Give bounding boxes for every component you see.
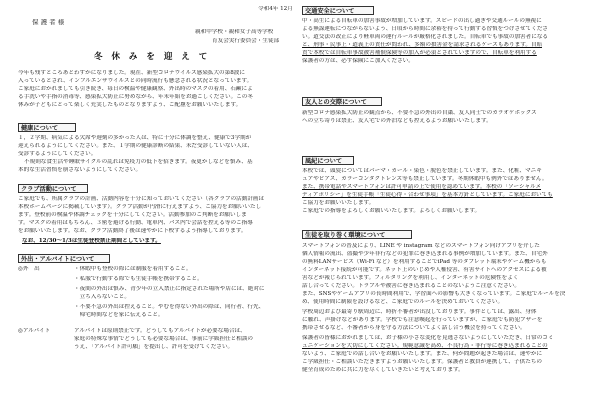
traffic-heading: 交通安全について [302, 6, 374, 15]
club-line: す。マスクの着用はもちろん、３密を避ける行動、電車内、バス内で会話を控える等のご指導 [18, 220, 253, 226]
parttime-line: アルバイトは原則禁止です。どうしてもアルバイトが必要な場合は、 [74, 328, 246, 334]
intro-line: る手洗いや手指の消毒等、感染拡大防止に努めながら、年末年始をお過ごしください。この冬 [18, 94, 253, 100]
discipline-heading: 風紀について [302, 156, 354, 165]
recipient: 保 護 者 様 [32, 19, 65, 26]
parttime-line: うえ、「アルバイト許可願」を提出し、許可を受けてください。 [74, 344, 234, 350]
internet-line: また、SNSやゲームアプリの長時間利用で、学習面への影響も大きくなっています。ご家庭でルールを決 [302, 291, 566, 297]
internet-line: め、使用時間に制限を設けるなど、ご家庭でのルールを決めておいてください。 [302, 299, 504, 305]
health-line: 受診するようにしてください。 [18, 151, 97, 157]
internet-line: 健全育成のために共に力を尽くしていきたいと考えております。 [302, 367, 464, 373]
internet-heading: 生徒を取り巻く環境について [302, 230, 412, 239]
internet-line: 個人情報の流出、盗撮や少年非行などの犯罪に巻き込まれる事例が増加しています。また、自宅外 [302, 251, 548, 257]
intro-line: 今年も残すところあとわずかになりました。現在、新型コロナウイルス感染拡大の第8波に [18, 70, 245, 76]
internet-line: 害などが報じられています。フィルタリングを利用し、インターネットの危険性をよく [302, 275, 519, 281]
internet-line: 保護者の皆様におかれましては、お子様の小さな変化を見逃さないようにしていただき、日常のコミ [302, 335, 554, 341]
internet-line: 携帯させるなど、不審者から身を守る方法についてよく話し合う機会を持ってください。 [302, 325, 526, 331]
internet-line: ないよう、ご家庭での話し合いをお願いいたします。また、何か問題が起きた場合は、速やかに [302, 351, 543, 357]
traffic-line: と、刑事・民事上・道義上の責任が問われ、多額の損害金を請求されるケースもあります。自賠 [302, 42, 543, 48]
page-title: 冬 休 み を 迎 え て [94, 52, 211, 62]
internet-line: インターネット接続が可能です。ネット上のいじめや人権侵害、有害サイトへのアクセスによる被 [302, 267, 547, 273]
traffic-line: 保護者の方は、必ず保険にご加入ください。 [302, 58, 414, 64]
sender-committee: 育友会実行委員会・生徒部 [212, 38, 280, 44]
health-line: 不規則な食生活や睡眠サイクルの乱れは免疫力の低下を招きます。夜更かしなどを慎み、基 [24, 159, 253, 165]
health-heading: 健康について [18, 123, 76, 132]
traffic-line: よる無謀運転につながらないよう、日頃から時間に余裕を持って行動する習慣をつけさせてくださ [302, 26, 549, 32]
intro-line: 休みが子どもにとって楽しく充実したものとなりますよう、ご配慮をお願いいたします。 [18, 102, 242, 108]
outing-label: ◎外 出 [18, 266, 40, 272]
internet-line: に触れ、声掛けなどがあります。学校でも注意喚起を行っていますが、ご家庭でも防犯ブザーを [302, 317, 543, 323]
club-heading: クラブ活動について [18, 184, 88, 193]
club-line: ます。登校前の検温や体調チェックを十分にしてください。活動参加のご判断をお願いしま [18, 212, 247, 218]
internet-line: ご学級担任・ご相談いただきますようお願いいたします。保護者と教員が連携して、子供たちの [302, 359, 542, 365]
outing-item: 帰宅時間などを家に伝えること。 [74, 312, 164, 318]
friends-line: 新型コロナ感染拡大防止の観点から、不要不急の外出の自粛、友人同士でのカラオケボックス [302, 110, 537, 116]
discipline-line: ご協力をお願いいたします。 [302, 200, 375, 206]
intro-line: 入っているとされ、インフルエンザウイルスとの同時流行も懸念される状況となっています。 [18, 78, 253, 84]
sender-school: 親和中学校・親和女子高等学校 [195, 29, 274, 35]
discipline-line: 本校では、頭髪についてはパーマ・カール・染色・脱色を禁止しています。また、化粧、マニキ [302, 168, 542, 174]
internet-line: 学校周辺および最寄り駅周辺に、時折不審者が出没しております。事件としては、露出、身体 [302, 309, 537, 315]
outing-heading: 外出・アルバイトについて [18, 254, 110, 263]
discipline-line: ご家庭での指導をよろしくお願いいたします。よろしくお願いします。 [302, 208, 481, 214]
outing-item: ・不要不急の外出は控えること。やむを得ない外出の際は、同行者、行先、 [74, 304, 265, 310]
health-line: 迎えられるようにしてください。また、１学期の健康診断の結果、未だ受診していない人は、 [18, 143, 253, 149]
traffic-line: 責で本校では自転車事故被害補償保険等の加入が必須とされていますので、自転車を利用する [302, 50, 537, 56]
club-line: 本校ホームページに掲載しています）。クラブ活動が円滑に行えますよう、ご協力をお願いいたし [18, 204, 262, 210]
friends-line: への立ち寄りは禁止、友人宅での外泊なども控えるようお願いいたします。 [302, 118, 492, 124]
issue-date: 令和4年 12月 [258, 6, 293, 12]
discipline-line: ディアポリシー」を生徒手帳「生徒心得・合わせ事項」を基本方針としています。ご家庭においても [302, 192, 553, 198]
parttime-label: ◎アルバイト [18, 328, 51, 334]
outing-item: ・私服で行動する際でも生徒手帳を携帯すること。 [74, 276, 203, 282]
health-line: １，２学期、病気による欠席や遅刻の多かった人は、特に十分に体調を整え、健康で3学期が [18, 135, 252, 141]
discipline-line: ュアやピアス、カラーコンタクトレンズ等も禁止しています。冬期休暇中も例外ではありません。 [302, 176, 548, 182]
parttime-line: 家庭の特殊な事情でどうしても必要な場合は、事前に学級担任と相談の [74, 336, 254, 342]
friends-heading: 友人との交際について [302, 97, 382, 106]
outing-item: ・休暇中も登校の際には制服を着用すること。 [74, 266, 192, 272]
intro-line: ご家庭におかれましても引き続き、毎日の検温や健康観察、外出時のマスクの着用、石鹸によ [18, 86, 253, 92]
internet-line: スマートフォンの普及により、LINE や instagram などのスマートフォン向けアプリを介した [302, 243, 540, 249]
club-line: をお願いいたします。なお、クラブ活動終了後は速やかに下校するよう指導しております。 [18, 228, 247, 234]
club-notice: なお、12/30～1/3は生徒登校禁止期間としています。 [22, 238, 161, 244]
traffic-line: 中・高生による自転車の加害事故が増加しています。スピードの出し過ぎや交通ルールの無視に [302, 18, 542, 24]
discipline-line: また、携帯電話やスマートフォンは許可申請の上で使用を認めています。本校の「ソーシャルメ [302, 184, 542, 190]
outing-item: 立ち入らないこと。 [74, 294, 130, 300]
club-line: ご家庭でも、所属クラブの計画、活動内容を十分に知っておいてください（各クラブの活動計画は [18, 196, 265, 202]
internet-line: の無料LANサービス（Wi-Fi など）を利用することでiPad 等のタブレット端末やゲーム機からも [302, 259, 547, 265]
traffic-line: い。道交法の改正により軽車両の運行ルールが厳格化されました。自転車でも事故の加害者になる [302, 34, 549, 40]
health-line: 本的な生活習慣を崩さないようにしてください。 [18, 167, 142, 173]
internet-line: ュニケーションを大切にしてください。規範意識を高め、不良行為・非行等に巻き込まれることの [302, 343, 548, 349]
internet-line: 話し合ってください。トラブルや被害に巻き込まれることのないようご注意ください。 [302, 283, 520, 289]
outing-item: ・夜間の外出は慎み、青少年の立入禁止に指定された場所や店には、絶対に [74, 286, 265, 292]
